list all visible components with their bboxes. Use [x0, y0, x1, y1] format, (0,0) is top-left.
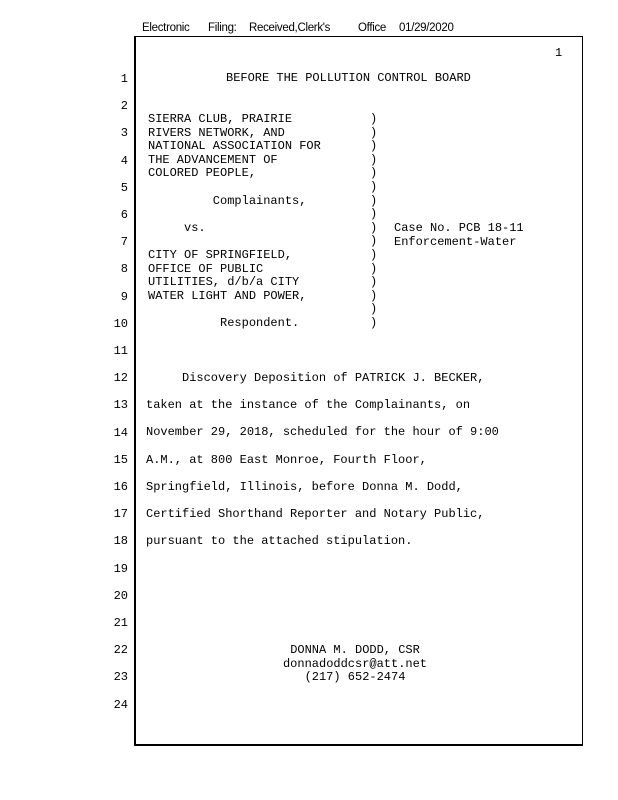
line-number: 17 — [113, 507, 128, 522]
deposition-line: pursuant to the attached stipulation. — [146, 534, 413, 549]
line-number: 9 — [120, 289, 128, 304]
line-number: 15 — [113, 452, 128, 467]
line-number: 16 — [113, 480, 128, 494]
line-number: 21 — [113, 616, 128, 630]
caption-paren: ) — [370, 207, 378, 222]
caption-line: UTILITIES, d/b/a CITY — [148, 275, 300, 290]
filing-stamp-header — [142, 22, 454, 36]
caption-paren: ) — [370, 193, 378, 208]
header-filing: Filing: — [208, 22, 237, 34]
line-number: 19 — [113, 561, 128, 576]
line-number: 7 — [120, 235, 128, 250]
caption-line — [148, 235, 321, 249]
caption-paren: ) — [370, 152, 378, 167]
caption-paren: ) — [370, 275, 378, 290]
header-office: Office — [358, 22, 387, 34]
line-number: 23 — [113, 670, 128, 685]
line-number: 3 — [120, 126, 128, 141]
caption-paren: ) — [370, 315, 378, 330]
line-number: 13 — [113, 398, 128, 413]
caption-line: vs. — [148, 220, 206, 235]
line-number: 1 — [120, 72, 128, 86]
line-number: 4 — [120, 153, 128, 168]
line-number: 2 — [120, 99, 128, 114]
header-date: 01/29/2020 — [399, 22, 454, 34]
line-number: 5 — [120, 180, 128, 195]
reporter-phone: (217) 652-2474 — [304, 670, 406, 684]
caption-paren: ) — [370, 234, 378, 249]
line-number: 6 — [120, 208, 128, 222]
caption-paren: ) — [370, 247, 378, 262]
caption-paren: ) — [370, 261, 378, 276]
deposition-line: A.M., at 800 East Monroe, Fourth Floor, — [146, 452, 427, 467]
line-number: 11 — [113, 344, 128, 358]
line-number: 10 — [113, 316, 128, 331]
reporter-email: donnadoddcsr@att.net — [282, 657, 428, 671]
line-number: 22 — [113, 643, 128, 658]
caption-line: NATIONAL ASSOCIATION FOR — [148, 139, 321, 154]
caption-line — [148, 303, 321, 317]
header-received: Received,Clerk's — [249, 22, 331, 34]
line-number: 18 — [113, 534, 128, 549]
caption-line: OFFICE OF PUBLIC — [148, 261, 264, 276]
case-type: Enforcement-Water — [394, 234, 517, 249]
caption-line — [148, 208, 321, 222]
case-info — [394, 222, 524, 249]
page-title: BEFORE THE POLLUTION CONTROL BOARD — [226, 71, 471, 85]
line-number: 12 — [113, 371, 128, 386]
caption-line: SIERRA CLUB, PRAIRIE — [148, 112, 293, 126]
deposition-line: Discovery Deposition of PATRICK J. BECKER, — [146, 371, 485, 385]
caption-line: Complainants, — [148, 193, 307, 208]
caption-line: WATER LIGHT AND POWER, — [148, 288, 307, 303]
line-number: 20 — [113, 588, 128, 603]
caption-parties — [148, 113, 321, 331]
caption-paren: ) — [370, 112, 378, 126]
caption-paren: ) — [370, 139, 378, 154]
deposition-line: Springfield, Illinois, before Donna M. Dodd, — [146, 479, 463, 494]
header-electronic: Electronic — [142, 22, 190, 34]
caption-paren: ) — [370, 179, 378, 194]
page-number: 1 — [555, 46, 563, 60]
deposition-line: November 29, 2018, scheduled for the hour of 9:00 — [146, 425, 499, 440]
case-number: Case No. PCB 18-11 — [394, 221, 524, 235]
caption-line: COLORED PEOPLE, — [148, 166, 257, 181]
caption-paren: ) — [370, 220, 378, 235]
caption-paren: ) — [370, 302, 378, 317]
caption-line — [148, 181, 321, 195]
caption-parentheses — [370, 113, 377, 331]
caption-line: CITY OF SPRINGFIELD, — [148, 247, 293, 262]
caption-line: THE ADVANCEMENT OF — [148, 152, 278, 167]
caption-paren: ) — [370, 125, 378, 140]
deposition-line: Certified Shorthand Reporter and Notary Public, — [146, 507, 485, 521]
reporter-name: DONNA M. DODD, CSR — [290, 643, 420, 657]
deposition-line: taken at the instance of the Complainants, on — [146, 398, 471, 413]
caption-line: RIVERS NETWORK, AND — [148, 125, 285, 140]
caption-line: Respondent. — [148, 315, 300, 330]
line-number: 8 — [120, 262, 128, 277]
line-number: 24 — [113, 697, 128, 712]
caption-paren: ) — [370, 288, 378, 303]
line-number: 14 — [113, 425, 128, 440]
caption-paren: ) — [370, 166, 378, 181]
